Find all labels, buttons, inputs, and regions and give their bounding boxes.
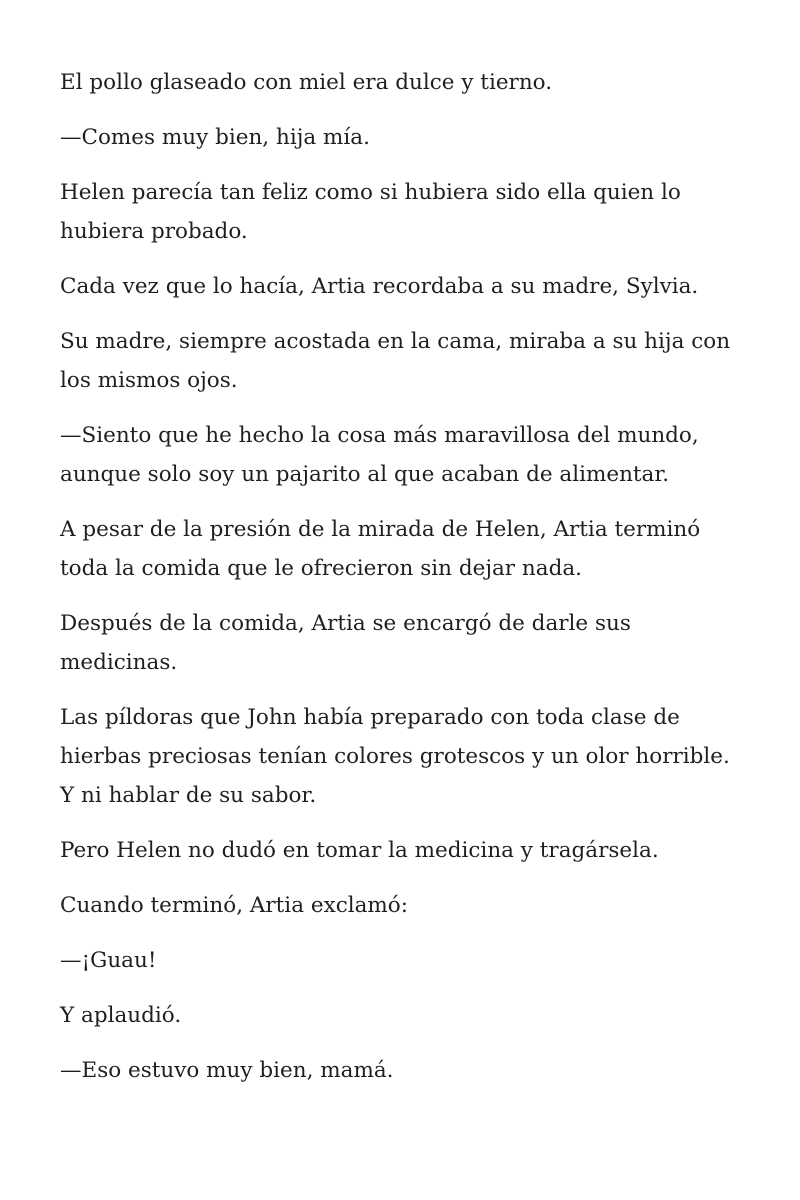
paragraph: A pesar de la presión de la mirada de Helen, Artia terminó toda la comida que le ofrecieron sin dejar nada. bbox=[60, 517, 701, 581]
paragraph: Y aplaudió. bbox=[60, 1003, 182, 1028]
paragraph: Después de la comida, Artia se encargó de darle sus medicinas. bbox=[60, 611, 631, 675]
paragraph: El pollo glaseado con miel era dulce y tierno. bbox=[60, 70, 553, 95]
paragraph: Cuando terminó, Artia exclamó: bbox=[60, 893, 408, 918]
paragraph: Cada vez que lo hacía, Artia recordaba a su madre, Sylvia. bbox=[60, 274, 699, 299]
paragraph: Las píldoras que John había preparado con toda clase de hierbas preciosas tenían colores grotescos y un olor horrible. Y ni hablar de su sabor. bbox=[60, 705, 730, 808]
paragraph: —Comes muy bien, hija mía. bbox=[60, 125, 370, 150]
paragraph: —¡Guau! bbox=[60, 948, 157, 973]
paragraph: Su madre, siempre acostada en la cama, miraba a su hija con los mismos ojos. bbox=[60, 329, 731, 393]
paragraph: Pero Helen no dudó en tomar la medicina y tragársela. bbox=[60, 838, 659, 863]
document-body bbox=[60, 63, 740, 1106]
paragraph: Helen parecía tan feliz como si hubiera sido ella quien lo hubiera probado. bbox=[60, 180, 681, 244]
paragraph: —Eso estuvo muy bien, mamá. bbox=[60, 1058, 394, 1083]
paragraph: —Siento que he hecho la cosa más maravillosa del mundo, aunque solo soy un pajarito al que acaban de alimentar. bbox=[60, 423, 699, 487]
